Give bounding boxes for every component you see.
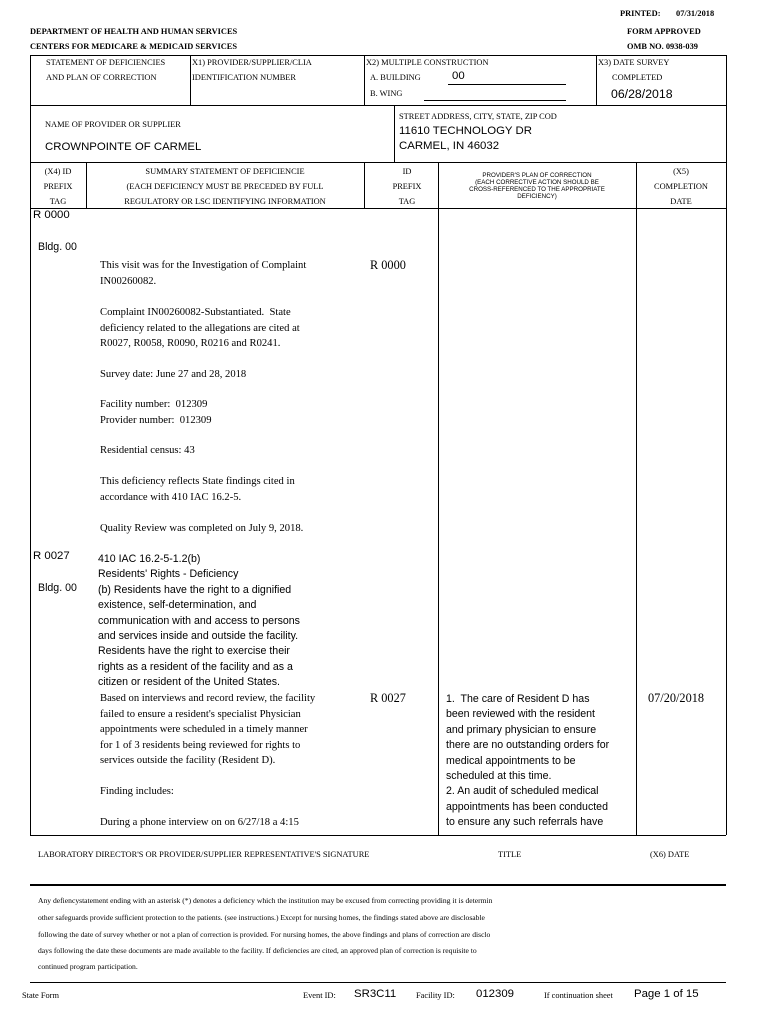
plan-label-1: PROVIDER'S PLAN OF CORRECTION — [482, 172, 592, 179]
date-survey-label: X3) DATE SURVEY — [598, 58, 670, 67]
id-prefix-r0000: R 0000 — [370, 258, 406, 272]
facility-id-label: Facility ID: — [416, 991, 455, 1000]
building-value: 00 — [452, 70, 465, 82]
id-label-3: TAG — [398, 197, 416, 206]
summary-label-1: SUMMARY STATEMENT OF DEFICIENCIE — [145, 167, 305, 176]
provider-id-label-2: IDENTIFICATION NUMBER — [192, 73, 296, 82]
plan-of-correction-text: 1. The care of Resident D has been reviewed with the resident and primary physician to ensure there are no outstanding orders for medical appointments to be scheduled at this time. 2. An audit of scheduled medical appointments has been conducted to ensure any such referrals have — [446, 693, 610, 829]
disclaimer-line-5: continued program participation. — [38, 962, 138, 971]
census-paragraph: Residential census: 43 — [100, 445, 195, 456]
disclaimer-line-3: following the date of survey whether or not a plan of correction is provided. For nursing homes, the above findings and plans of correction are disclo — [38, 930, 491, 939]
provider-name-value: CROWNPOINTE OF CARMEL — [45, 141, 202, 153]
facility-id-value: 012309 — [476, 988, 515, 1000]
printed-label: PRINTED: — [620, 9, 661, 18]
plan-label-4: DEFICIENCY) — [517, 193, 557, 200]
tag-r0000: R 0000 — [33, 209, 70, 221]
x4-label-2: PREFIX — [43, 182, 73, 191]
provider-name-label: NAME OF PROVIDER OR SUPPLIER — [45, 120, 181, 129]
x4-label-3: TAG — [49, 197, 67, 206]
id-label-1: ID — [402, 167, 412, 176]
omb-number: OMB NO. 0938-039 — [627, 42, 698, 51]
signature-label: LABORATORY DIRECTOR'S OR PROVIDER/SUPPLIER REPRESENTATIVE'S SIGNATURE — [38, 850, 370, 859]
complaint-paragraph: Complaint IN00260082-Substantiated. State deficiency related to the allegations are cited at R0027, R0058, R0090, R0216 and R0241. — [100, 307, 300, 349]
department-title: DEPARTMENT OF HEALTH AND HUMAN SERVICES — [30, 27, 238, 36]
plan-label-3: CROSS-REFERENCED TO THE APPROPRIATE — [469, 186, 605, 193]
finding-includes: Finding includes: — [100, 786, 174, 797]
id-prefix-r0027: R 0027 — [370, 691, 406, 705]
page-number: Page 1 of 15 — [634, 988, 699, 1000]
building-tag-1: Bldg. 00 — [38, 241, 77, 253]
completed-label: COMPLETED — [612, 73, 663, 82]
event-id-value: SR3C11 — [354, 988, 397, 1000]
summary-label-2: (EACH DEFICIENCY MUST BE PRECEDED BY FULL — [126, 182, 324, 191]
printed-date: 07/31/2018 — [676, 9, 715, 18]
statement-label-1: STATEMENT OF DEFICIENCIES — [46, 58, 166, 67]
building-tag-2: Bldg. 00 — [38, 582, 77, 594]
completion-date: 07/20/2018 — [648, 691, 705, 705]
investigation-paragraph: This visit was for the Investigation of Complaint IN00260082. — [100, 260, 307, 287]
summary-label-3: REGULATORY OR LSC IDENTIFYING INFORMATION — [124, 197, 326, 206]
finding-summary-paragraph: Based on interviews and record review, the facility failed to ensure a resident's specialist Physician appointments were scheduled in a timely manner for 1 of 3 residents being reviewed for rights to services outside the facility (Resident D). — [100, 693, 316, 766]
state-form-label: State Form — [22, 991, 59, 1000]
signature-divider — [30, 884, 726, 886]
id-label-2: PREFIX — [392, 182, 422, 191]
signature-date-label: (X6) DATE — [650, 850, 690, 859]
interview-paragraph: During a phone interview on on 6/27/18 a 4:15 — [100, 817, 299, 828]
tag-r0027: R 0027 — [33, 550, 70, 562]
city-state-zip: CARMEL, IN 46032 — [399, 140, 500, 152]
address-label: STREET ADDRESS, CITY, STATE, ZIP COD — [399, 112, 557, 121]
disclaimer-line-2: other safeguards provide sufficient protection to the patients. (see instructions.) Except for nursing homes, the findings stated above are disclosable — [38, 913, 485, 922]
facility-number-paragraph: Facility number: 012309 Provider number: 012309 — [100, 399, 212, 426]
x5-label-3: DATE — [670, 197, 692, 206]
footer-divider — [30, 982, 726, 983]
centers-title: CENTERS FOR MEDICARE & MEDICAID SERVICES — [30, 42, 238, 51]
survey-date-paragraph: Survey date: June 27 and 28, 2018 — [100, 369, 247, 380]
multiple-construction-label: X2) MULTIPLE CONSTRUCTION — [366, 58, 489, 67]
plan-label-2: (EACH CORRECTIVE ACTION SHOULD BE — [475, 179, 599, 186]
form-approved: FORM APPROVED — [627, 27, 701, 36]
disclaimer-line-1: Any defiencystatement ending with an asterisk (*) denotes a deficiency which the institution may be excused from correcting providing it is determin — [38, 896, 493, 905]
provider-id-label-1: X1) PROVIDER/SUPPLIER/CLIA — [192, 58, 312, 67]
state-findings-paragraph: This deficiency reflects State findings cited in accordance with 410 IAC 16.2-5. — [100, 476, 295, 503]
event-id-label: Event ID: — [303, 991, 336, 1000]
building-label: A. BUILDING — [370, 73, 421, 82]
statement-label-2: AND PLAN OF CORRECTION — [46, 73, 157, 82]
x5-label-1: (X5) — [673, 167, 689, 176]
x5-label-2: COMPLETION — [654, 182, 708, 191]
street-address: 11610 TECHNOLOGY DR — [399, 125, 532, 137]
date-survey-value: 06/28/2018 — [611, 87, 673, 101]
title-label: TITLE — [498, 850, 522, 859]
x4-label-1: (X4) ID — [44, 167, 72, 176]
wing-label: B. WING — [370, 89, 403, 98]
regulation-text: 410 IAC 16.2-5-1.2(b) Residents' Rights - Deficiency (b) Residents have the right to a dignified existence, self-determination, and communication with and access to persons and services inside and outside the facility. Residents have the right to exercise their rights as a resident of the facility and as a citizen or resident of the United States. — [98, 553, 300, 689]
continuation-label: If continuation sheet — [544, 991, 613, 1000]
quality-review-paragraph: Quality Review was completed on July 9, 2018. — [100, 523, 304, 534]
disclaimer-line-4: days following the date these documents are made available to the facility. If deficiencies are cited, an approved plan of correction is requisite to — [38, 946, 477, 955]
